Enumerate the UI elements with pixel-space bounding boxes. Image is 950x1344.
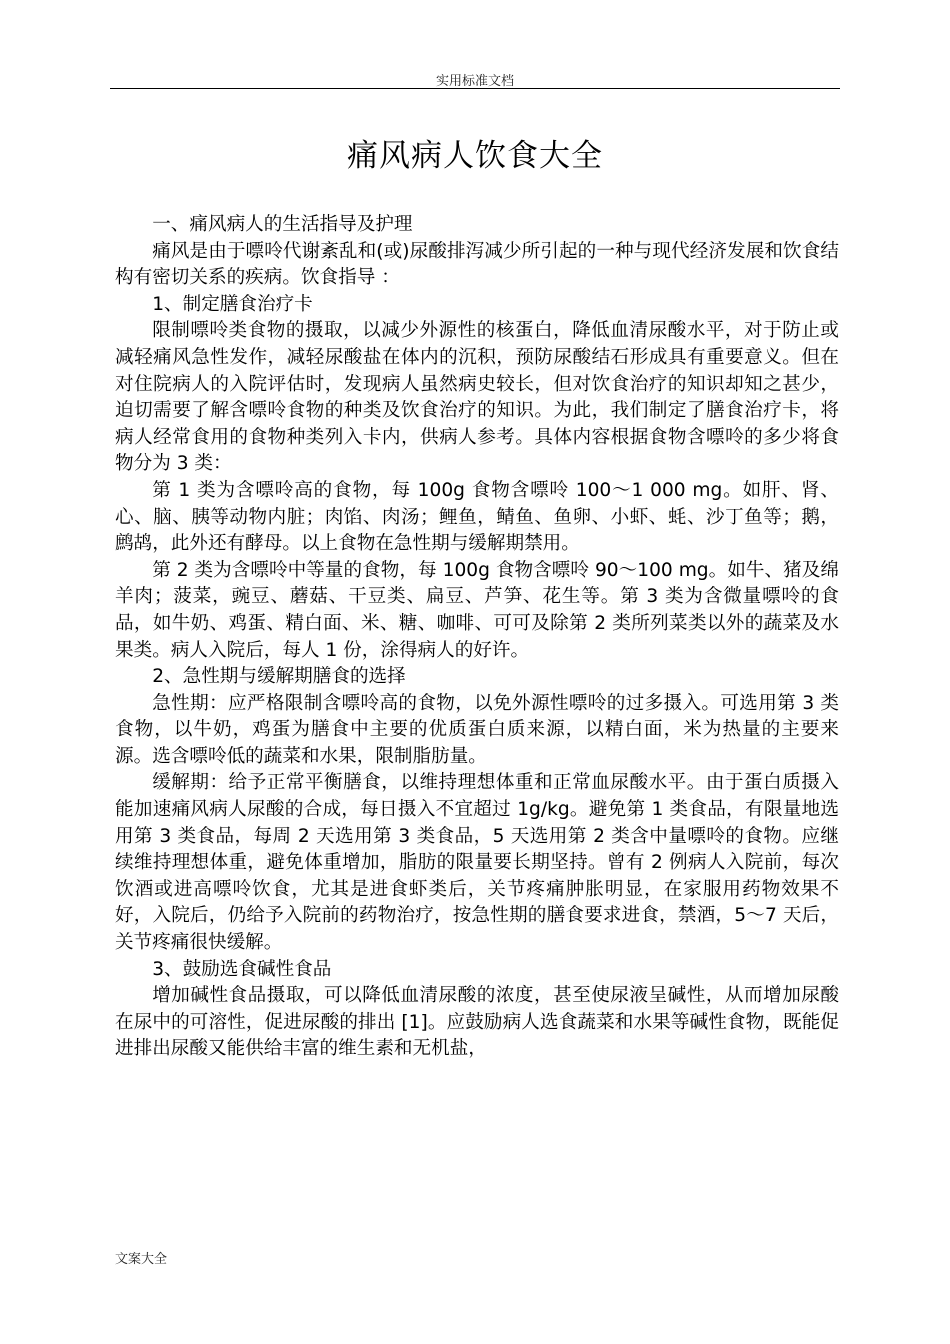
header-divider (110, 88, 840, 89)
page-footer: 文案大全 (115, 1252, 168, 1267)
section-heading: 一、痛风病人的生活指导及护理 (152, 214, 413, 235)
paragraph: 增加碱性食品摄取，可以降低血清尿酸的浓度，甚至使尿液呈碱性，从而增加尿酸在尿中的可溶性，促进尿酸的排出 [1]。应鼓励病人选食蔬菜和水果等碱性食物，既能促进排出尿酸又能供给丰富的维生素和无机盐， (115, 985, 839, 1060)
page-header: 实用标准文档 (435, 74, 514, 89)
paragraph: 痛风是由于嘌呤代谢紊乱和(或)尿酸排泻减少所引起的一种与现代经济发展和饮食结构有密切关系的疾病。饮食指导 ： (115, 240, 839, 289)
paragraph: 第 1 类为含嘌呤高的食物，每 100g 食物含嘌呤 100～1 000 mg。如肝、肾、心、脑、胰等动物内脏；肉馅、肉汤；鲤鱼，鲭鱼、鱼卵、小虾、蚝、沙丁鱼等；鹅，鹧鸪，此外还有酵母。以上食物在急性期与缓解期禁用。 (115, 479, 839, 555)
document-title: 痛风病人饮食大全 (347, 138, 603, 174)
document-body (115, 212, 839, 1063)
paragraph: 缓解期：给予正常平衡膳食，以维持理想体重和正常血尿酸水平。由于蛋白质摄入能加速痛风病人尿酸的合成，每日摄入不宜超过 1g/kg。避免第 1 类食品，有限量地选用第 3 类食品，每周 2 天选用第 3 类食品，5 天选用第 2 类含中量嘌呤的食物。应继续维持理想体重，避免体重增加，脂肪的限量要长期坚持。曾有 2 例病人入院前，每次饮酒或进高嘌呤饮食，尤其是进食虾类后，关节疼痛肿胀明显，在家服用药物效果不好，入院后，仍给予入院前的药物治疗，按急性期的膳食要求进食，禁酒，5～7 天后，关节疼痛很快缓解。 (115, 772, 839, 954)
subsection-heading: 2、急性期与缓解期膳食的选择 (152, 666, 406, 688)
paragraph: 限制嘌呤类食物的摄取，以减少外源性的核蛋白，降低血清尿酸水平，对于防止或减轻痛风急性发作，减轻尿酸盐在体内的沉积，预防尿酸结石形成具有重要意义。但在对住院病人的入院评估时，发现病人虽然病史较长，但对饮食治疗的知识却知之甚少，迫切需要了解含嘌呤食物的种类及饮食治疗的知识。为此，我们制定了膳食治疗卡，将病人经常食用的食物种类列入卡内，供病人参考。具体内容根据食物含嘌呤的多少将食物分为 3 类： (115, 320, 839, 475)
subsection-heading: 1、制定膳食治疗卡 (152, 293, 313, 315)
subsection-heading: 3、鼓励选食碱性食品 (152, 958, 332, 980)
paragraph: 第 2 类为含嘌呤中等量的食物，每 100g 食物含嘌呤 90～100 mg。如牛、猪及绵羊肉；菠菜，豌豆、蘑菇、干豆类、扁豆、芦笋、花生等。第 3 类为含微量嘌呤的食品，如牛奶、鸡蛋、精白面、米、糖、咖啡、可可及除第 2 类所列菜类以外的蔬菜及水果类。病人入院后，每人 1 份，涂得病人的好许。 (115, 559, 839, 661)
paragraph: 急性期：应严格限制含嘌呤高的食物，以免外源性嘌呤的过多摄入。可选用第 3 类食物，以牛奶，鸡蛋为膳食中主要的优质蛋白质来源，以精白面，米为热量的主要来源。选含嘌呤低的蔬菜和水果，限制脂肪量。 (115, 692, 839, 767)
